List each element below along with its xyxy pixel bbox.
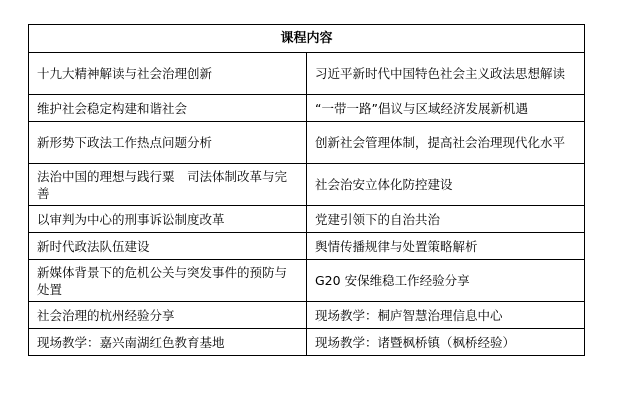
course-cell: 新媒体背景下的危机公关与突发事件的预防与处置 xyxy=(29,260,307,302)
course-cell: G20 安保维稳工作经验分享 xyxy=(307,260,585,302)
table-header-row xyxy=(29,25,585,53)
course-cell: “一带一路”倡议与区域经济发展新机遇 xyxy=(307,95,585,122)
course-cell: 十九大精神解读与社会治理创新 xyxy=(29,53,307,95)
course-cell: 新形势下政法工作热点问题分析 xyxy=(29,122,307,164)
table-row xyxy=(29,122,585,164)
table-row xyxy=(29,206,585,233)
table-row xyxy=(29,233,585,260)
course-cell: 维护社会稳定构建和谐社会 xyxy=(29,95,307,122)
course-cell: 党建引领下的自治共治 xyxy=(307,206,585,233)
course-content-table xyxy=(28,24,585,356)
table-row xyxy=(29,164,585,206)
table-title: 课程内容 xyxy=(29,25,585,53)
table-row xyxy=(29,302,585,329)
course-cell: 现场教学：嘉兴南湖红色教育基地 xyxy=(29,329,307,356)
course-cell: 现场教学：桐庐智慧治理信息中心 xyxy=(307,302,585,329)
course-cell: 习近平新时代中国特色社会主义政法思想解读 xyxy=(307,53,585,95)
table-row xyxy=(29,260,585,302)
course-cell: 社会治理的杭州经验分享 xyxy=(29,302,307,329)
course-cell: 新时代政法队伍建设 xyxy=(29,233,307,260)
course-cell: 社会治安立体化防控建设 xyxy=(307,164,585,206)
table-row xyxy=(29,53,585,95)
table-row xyxy=(29,329,585,356)
course-cell: 创新社会管理体制，提高社会治理现代化水平 xyxy=(307,122,585,164)
table-row xyxy=(29,95,585,122)
course-cell: 舆情传播规律与处置策略解析 xyxy=(307,233,585,260)
course-cell: 以审判为中心的刑事诉讼制度改革 xyxy=(29,206,307,233)
course-cell: 现场教学：诸暨枫桥镇（枫桥经验） xyxy=(307,329,585,356)
course-cell: 法治中国的理想与践行粟 司法体制改革与完善 xyxy=(29,164,307,206)
